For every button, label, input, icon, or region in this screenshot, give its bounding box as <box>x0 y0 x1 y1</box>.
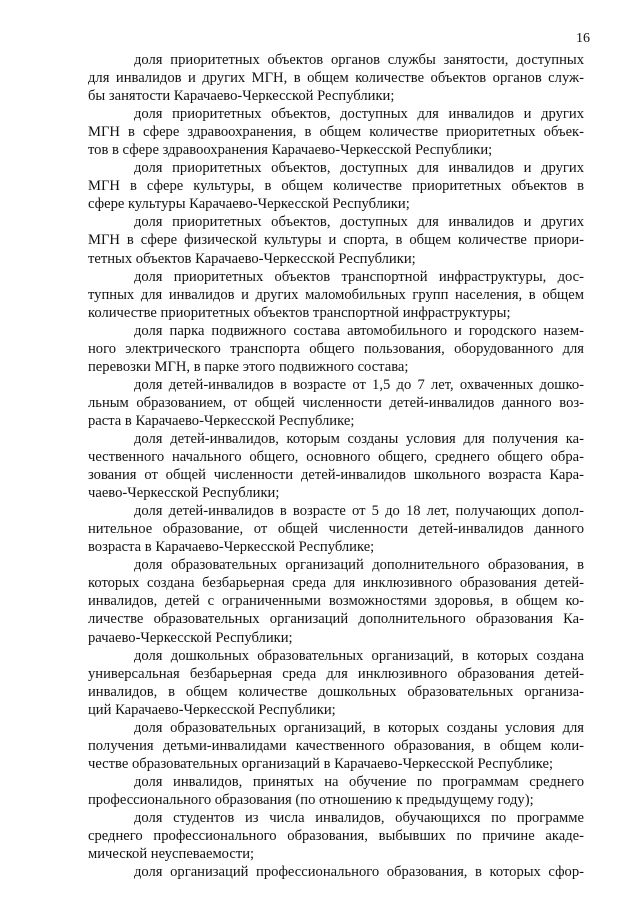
text-line: тупных для инвалидов и других маломобильных групп населения, в общем <box>88 286 584 303</box>
text-line: мической неуспеваемости; <box>88 846 255 863</box>
text-line: доля детей-инвалидов, которым созданы условия для получения ка- <box>134 430 584 447</box>
body-text <box>88 51 584 881</box>
text-line: честве образовательных организаций в Карачаево-Черкесской Республике; <box>88 755 554 772</box>
text-line: ций Карачаево-Черкесской Республики; <box>88 701 336 718</box>
text-line: льным образованием, от общей численности детей-инвалидов данного воз- <box>88 394 584 411</box>
text-line: получения детьми-инвалидами качественного образования, в общем коли- <box>88 737 584 754</box>
text-line: доля приоритетных объектов, доступных для инвалидов и других <box>134 106 584 123</box>
text-line: тетных объектов Карачаево-Черкесской Республики; <box>88 250 416 267</box>
page-number: 16 <box>576 31 590 46</box>
text-line: раста в Карачаево-Черкесской Республике; <box>88 412 355 429</box>
text-line: инвалидов, в общем количестве дошкольных образовательных организа- <box>88 683 584 700</box>
text-line: доля детей-инвалидов в возрасте от 1,5 до 7 лет, охваченных дошко- <box>134 376 584 393</box>
text-line: тов в сфере здравоохранения Карачаево-Черкесской Республики; <box>88 142 493 159</box>
text-line: доля приоритетных объектов органов службы занятости, доступных <box>134 52 584 68</box>
text-line: чаево-Черкесской Республики; <box>88 485 280 502</box>
text-line: количестве приоритетных объектов транспортной инфраструктуры; <box>88 304 511 321</box>
text-line: доля образовательных организаций, в которых созданы условия для <box>134 719 584 736</box>
text-line: доля студентов из числа инвалидов, обучающихся по программе <box>134 809 584 826</box>
text-line: доля детей-инвалидов в возрасте от 5 до 18 лет, получающих допол- <box>134 503 584 520</box>
text-line: доля приоритетных объектов, доступных для инвалидов и других <box>134 160 584 177</box>
text-line: инвалидов, детей с ограниченными возможностями здоровья, в общем ко- <box>88 593 584 610</box>
text-line: профессионального образования (по отношению к предыдущему году); <box>88 791 534 808</box>
text-line: МГН в сфере физической культуры и спорта, в общем количестве приори- <box>88 232 584 249</box>
text-line: которых создана безбарьерная среда для инклюзивного образования детей- <box>88 575 584 592</box>
text-line: бы занятости Карачаево-Черкесской Республики; <box>88 88 395 105</box>
text-line: ного электрического транспорта общего пользования, оборудованного для <box>88 340 584 357</box>
text-line: МГН в сфере культуры, в общем количестве приоритетных объектов в <box>88 178 584 195</box>
text-line: МГН в сфере здравоохранения, в общем количестве приоритетных объек- <box>88 124 584 141</box>
text-line: зования от общей численности детей-инвалидов школьного возраста Кара- <box>88 467 584 484</box>
text-line: для инвалидов и других МГН, в общем количестве объектов органов служ- <box>88 70 584 87</box>
text-line: доля инвалидов, принятых на обучение по программам среднего <box>134 773 584 790</box>
text-line: доля парка подвижного состава автомобильного и городского назем- <box>134 322 584 339</box>
text-line: доля организаций профессионального образования, в которых сфор- <box>134 864 584 881</box>
text-line: нительное образование, от общей численности детей-инвалидов данного <box>88 521 584 538</box>
text-line: универсальная безбарьерная среда для инклюзивного образования детей- <box>88 665 584 682</box>
text-line: доля приоритетных объектов транспортной инфраструктуры, дос- <box>134 268 584 285</box>
text-line: среднего профессионального образования, выбывших по причине акаде- <box>88 828 584 845</box>
text-line: доля дошкольных образовательных организаций, в которых создана <box>134 647 584 664</box>
text-line: перевозки МГН, в парке этого подвижного состава; <box>88 358 409 375</box>
text-line: личестве образовательных организаций дополнительного образования Ка- <box>88 611 584 628</box>
text-line: доля образовательных организаций дополнительного образования, в <box>134 557 584 574</box>
text-line: сфере культуры Карачаево-Черкесской Республики; <box>88 196 410 213</box>
text-line: возраста в Карачаево-Черкесской Республике; <box>88 539 375 556</box>
text-line: доля приоритетных объектов, доступных для инвалидов и других <box>134 214 584 231</box>
text-line: чественного начального общего, основного общего, среднего общего обра- <box>88 449 584 466</box>
text-line: рачаево-Черкесской Республики; <box>88 629 293 646</box>
